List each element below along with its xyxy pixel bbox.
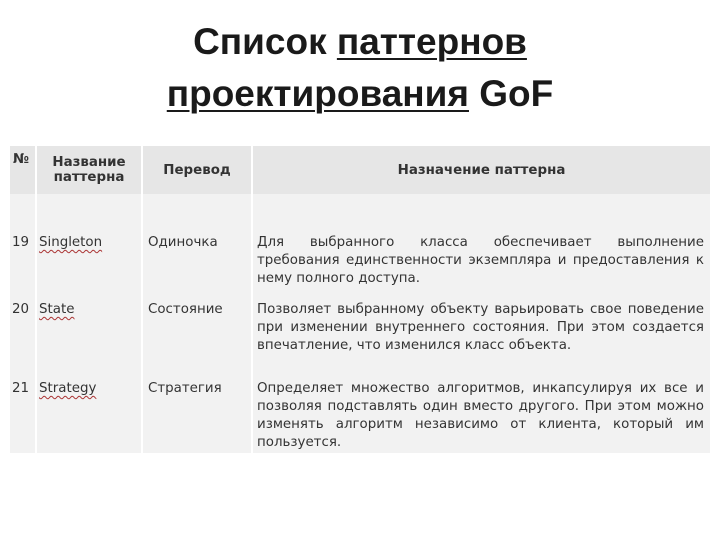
- header-num: №: [10, 146, 36, 194]
- header-purpose: Назначение паттерна: [252, 146, 710, 194]
- spacer-cell: [10, 194, 36, 230]
- row-translation: Состояние: [142, 297, 252, 376]
- row-translation: Одиночка: [142, 230, 252, 297]
- pattern-name: State: [39, 302, 75, 317]
- row-num: 20: [10, 297, 36, 376]
- spacer-cell: [36, 194, 142, 230]
- row-name: [36, 297, 142, 376]
- header-row: [10, 146, 710, 194]
- title-line-2: [0, 68, 720, 120]
- title-line-1: [0, 16, 720, 68]
- spacer-cell: [252, 194, 710, 230]
- table-row: [10, 230, 710, 297]
- row-purpose: Определяет множество алгоритмов, инкапсулируя их все и позволяя подставлять один вместо другого. При этом можно изменять алгоритм независимо от клиента, который им пользуется.: [252, 376, 710, 453]
- table-row: [10, 376, 710, 453]
- patterns-table: [10, 146, 710, 453]
- page-title: [0, 16, 720, 120]
- title-line-2-underlined: проектирования: [166, 73, 469, 114]
- spacer-cell: [142, 194, 252, 230]
- row-translation: Стратегия: [142, 376, 252, 453]
- header-translation: Перевод: [142, 146, 252, 194]
- title-line-2-plain: GoF: [468, 73, 554, 114]
- spacer-row: [10, 194, 710, 230]
- title-line-1-plain: Список: [193, 21, 337, 62]
- row-purpose: Позволяет выбранному объекту варьировать свое поведение при изменении внутреннего состояния. При этом создается впечатление, что изменился класс объекта.: [252, 297, 710, 376]
- row-name: [36, 230, 142, 297]
- pattern-name: Singleton: [39, 235, 103, 250]
- row-num: 21: [10, 376, 36, 453]
- row-purpose: Для выбранного класса обеспечивает выполнение требования единственности экземпляра и предоставления к нему полного доступа.: [252, 230, 710, 297]
- table-body: [10, 194, 710, 453]
- pattern-name: Strategy: [39, 381, 97, 396]
- table-header: [10, 146, 710, 194]
- row-num: 19: [10, 230, 36, 297]
- table-row: [10, 297, 710, 376]
- header-name: Название паттерна: [36, 146, 142, 194]
- row-name: [36, 376, 142, 453]
- title-line-1-underlined: паттернов: [336, 21, 527, 62]
